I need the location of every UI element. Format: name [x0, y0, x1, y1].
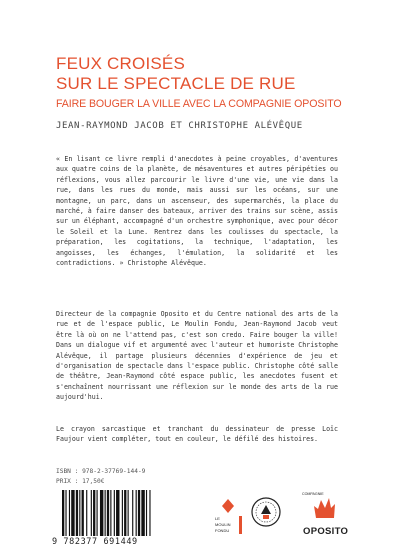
oposito-logo [300, 482, 350, 542]
barcode [52, 490, 192, 548]
barcode-bar [62, 490, 64, 536]
book-subtitle: FAIRE BOUGER LA VILLE AVEC LA COMPAGNIE OPOSITO [56, 98, 342, 110]
svg-text:FONDU: FONDU [215, 528, 230, 533]
title-line-1: FEUX CROISÉS [56, 54, 185, 73]
quote-paragraph: « En lisant ce livre rempli d'anecdotes à peine croyables, d'aventures aux quatre coins de la planète, de mésaventures et autres péripéties ou réflexions, vous allez parcourir le livre d'une vie, une vie dans la rue, dans les rues du monde, mais aussi sur les océans, sur une montagne, un parc, dans un ascenseur, des supermarchés, la place du marché, à faire danser des bateaux, arriver des trains sur scène, assis sur un éléphant, accompagné d'un orchestre symphonique, avec pour décor le Soleil et la Lune. Rentrez dans les coulisses du spectacle, la préparation, les cogitations, la technique, l'adaptation, les angoisses, les échanges, l'émulation, la solidarité et les contradictions. » Christophe Alévêque. [56, 155, 338, 268]
barcode-bar [138, 490, 140, 536]
svg-text:MOULIN: MOULIN [215, 522, 231, 527]
barcode-bar [116, 490, 119, 536]
barcode-bar [65, 490, 66, 536]
price-text: PRIX : 17,50€ [56, 478, 105, 485]
moulin-fondu-logo [212, 496, 244, 540]
barcode-number: 9 782377 691449 [52, 537, 138, 547]
barcode-bar [122, 490, 123, 536]
barcode-bar [100, 490, 103, 536]
barcode-bar [124, 490, 126, 536]
barcode-bar [114, 490, 115, 536]
barcode-bar [97, 490, 98, 536]
barcode-bar [79, 490, 80, 536]
oposito-small-label: COMPAGNIE [302, 492, 324, 496]
book-title [56, 54, 356, 94]
title-line-2: SUR LE SPECTACLE DE RUE [56, 74, 296, 93]
barcode-bar [93, 490, 95, 536]
barcode-bar [69, 490, 70, 536]
barcode-bar [110, 490, 111, 536]
barcode-bar [136, 490, 137, 536]
barcode-bar [82, 490, 84, 536]
barcode-bar [71, 490, 74, 536]
oposito-wordmark: OPOSITO [303, 526, 349, 537]
barcode-bar [141, 490, 144, 536]
barcode-bar [128, 490, 129, 536]
moulin-logo-text: LE [215, 516, 220, 521]
barcode-bar [76, 490, 78, 536]
book-authors: JEAN-RAYMOND JACOB ET CHRISTOPHE ALÉVÊQUE [56, 121, 303, 131]
isbn-text: ISBN : 978-2-37769-144-9 [56, 468, 146, 475]
seal-logo [250, 496, 282, 528]
barcode-bar [86, 490, 87, 536]
barcode-bar [146, 490, 147, 536]
barcode-bar [132, 490, 133, 536]
illustrator-paragraph: Le crayon sarcastique et tranchant du dessinateur de presse Loïc Faujour vient compléter, tout en couleur, le défilé des histoires. [56, 425, 338, 444]
barcode-bar [105, 490, 106, 536]
barcode-bar [107, 490, 109, 536]
barcode-bar [91, 490, 92, 536]
barcode-bar [149, 490, 150, 536]
description-paragraph: Directeur de la compagnie Oposito et du Centre national des arts de la rue et de l'espace public, Le Moulin Fondu, Jean-Raymond Jacob veut être là où on ne l'attend pas, c'est son credo. Faire bouger la ville! Dans un dialogue vif et argumenté avec l'auteur et humoriste Christophe Alévêque, il partage plusieurs décennies d'expérience de jeu et d'organisation de spectacle dans l'espace public. Christophe côté salle de théâtre, Jean-Raymond côté espace public, les anecdotes fusent et s'enchaînent nourrissant une réflexion sur le monde des arts de la rue aujourd'hui. [56, 310, 338, 402]
barcode-bars [62, 490, 190, 536]
